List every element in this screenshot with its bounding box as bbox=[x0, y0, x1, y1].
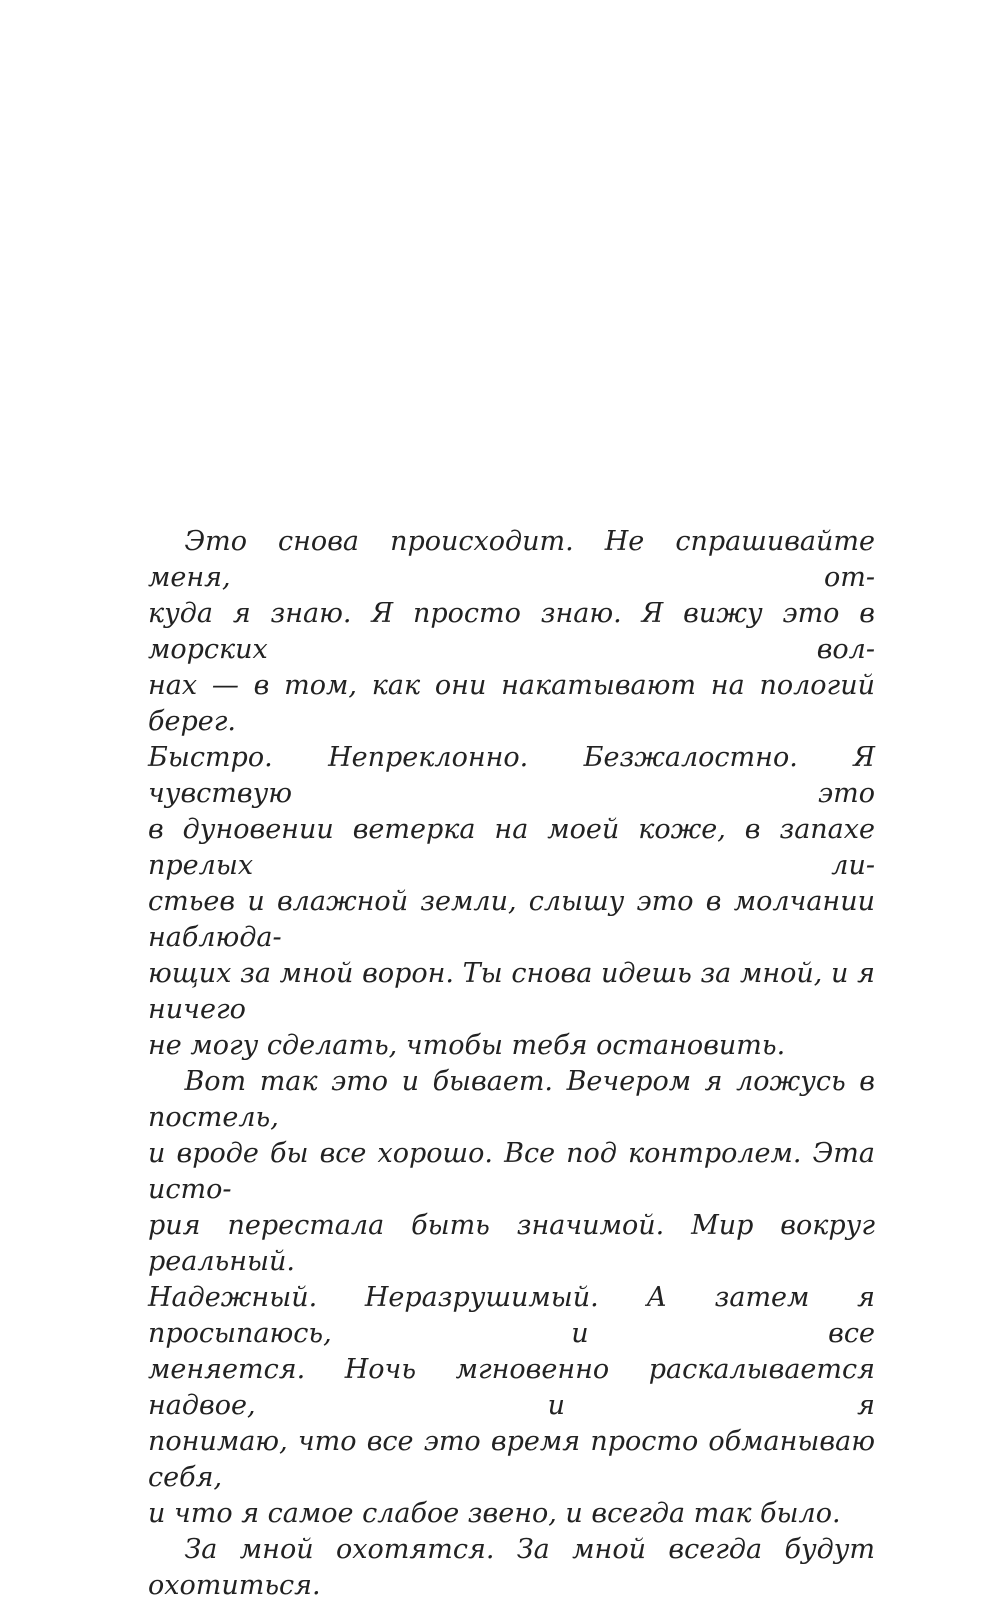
text-line: Надежный. Неразрушимый. А затем я просыпаюсь, и все bbox=[148, 1282, 875, 1349]
paragraph-2 bbox=[148, 1064, 875, 1532]
text-line: Быстро. Непреклонно. Безжалостно. Я чувствую это bbox=[148, 742, 875, 809]
text-line: и что я самое слабое звено, и всегда так было. bbox=[148, 1498, 841, 1529]
text-line: ющих за мной ворон. Ты снова идешь за мной, и я ничего bbox=[148, 958, 875, 1025]
text-line: понимаю, что все это время просто обманываю себя, bbox=[148, 1426, 875, 1493]
text-line: и вроде бы все хорошо. Все под контролем. Эта исто- bbox=[148, 1138, 875, 1205]
text-line: куда я знаю. Я просто знаю. Я вижу это в морских вол- bbox=[148, 598, 875, 665]
text-line: нах — в том, как они накатывают на пологий берег. bbox=[148, 670, 875, 737]
text-line: не могу сделать, чтобы тебя остановить. bbox=[148, 1030, 786, 1061]
paragraph-1 bbox=[148, 524, 875, 1064]
text-line: Это снова происходит. Не спрашивайте меня, от- bbox=[148, 526, 875, 593]
text-line: За мной охотятся. За мной всегда будут охотиться. bbox=[148, 1534, 875, 1601]
text-line: Вот так это и бывает. Вечером я ложусь в постель, bbox=[148, 1066, 875, 1133]
body-text-block bbox=[148, 524, 875, 1604]
paragraph-3 bbox=[148, 1532, 875, 1604]
text-line: стьев и влажной земли, слышу это в молчании наблюда- bbox=[148, 886, 875, 953]
text-line: рия перестала быть значимой. Мир вокруг реальный. bbox=[148, 1210, 875, 1277]
text-line: меняется. Ночь мгновенно раскалывается надвое, и я bbox=[148, 1354, 875, 1421]
text-line: в дуновении ветерка на моей коже, в запахе прелых ли- bbox=[148, 814, 875, 881]
